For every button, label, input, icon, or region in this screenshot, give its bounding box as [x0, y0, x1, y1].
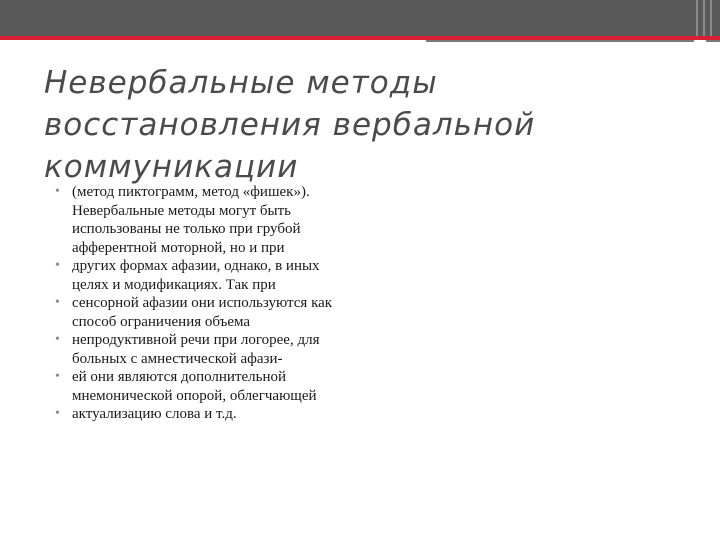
bullet-text: ей они являются дополнительной мнемонической опорой, облегчающей [72, 369, 317, 404]
bullet-icon: • [55, 332, 60, 347]
bullet-text: актуализацию слова и т.д. [72, 406, 237, 422]
bullet-list [52, 183, 352, 424]
bullet-item [52, 368, 352, 405]
bullet-icon: • [55, 406, 60, 421]
header-stripe [696, 0, 698, 36]
bullet-icon: • [55, 295, 60, 310]
bullet-icon: • [55, 184, 60, 199]
bullet-item [52, 183, 352, 257]
sub-divider-tick [706, 40, 720, 42]
header-bar [0, 0, 720, 36]
sub-divider [426, 40, 694, 42]
bullet-text: сенсорной афазии они используются как способ ограничения объема [72, 295, 333, 330]
bullet-text: непродуктивной речи при логорее, для больных с амнестической афази- [72, 332, 320, 367]
bullet-item [52, 331, 352, 368]
bullet-icon: • [55, 258, 60, 273]
header-stripe [703, 0, 705, 36]
bullet-text: других формах афазии, однако, в иных целях и модификациях. Так при [72, 258, 320, 293]
bullet-item [52, 294, 352, 331]
bullet-text: (метод пиктограмм, метод «фишек»). Невербальные методы могут быть использованы не только при грубой афферентной моторной, но и при [72, 184, 310, 256]
bullet-item [52, 405, 352, 424]
bullet-item [52, 257, 352, 294]
header-stripe [710, 0, 712, 36]
bullet-icon: • [55, 369, 60, 384]
slide-title: Невербальные методы восстановления вербальной коммуникации [44, 65, 536, 185]
